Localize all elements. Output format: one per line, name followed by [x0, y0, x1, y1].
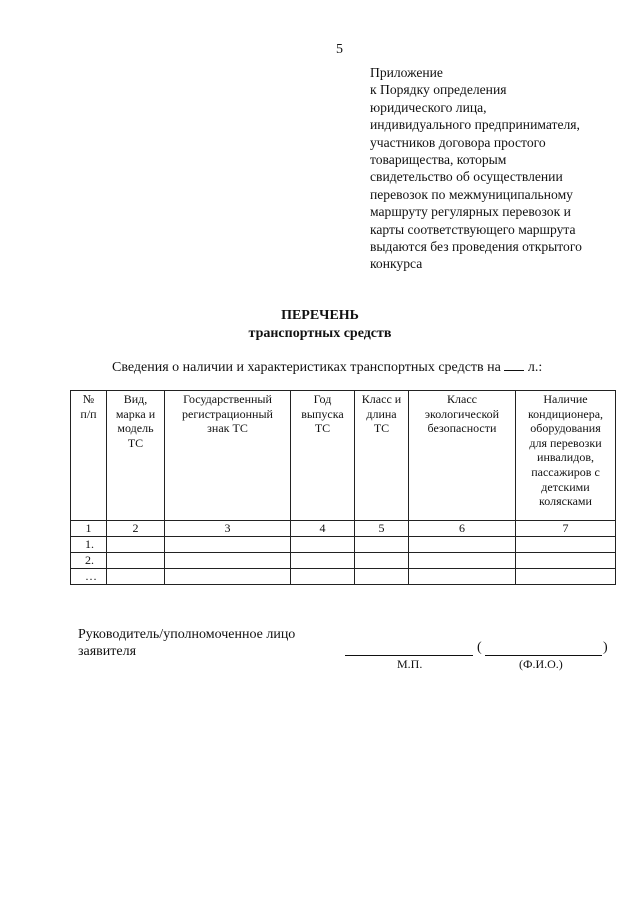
intro-sentence: [112, 358, 542, 376]
full-name-label: (Ф.И.О.): [519, 657, 563, 671]
title-line-1: ПЕРЕЧЕНЬ: [281, 308, 359, 323]
appendix-line: к Порядку определения: [370, 82, 507, 98]
column-number: 2: [107, 521, 165, 537]
date-blank: [504, 358, 524, 371]
column-number: 3: [165, 521, 291, 537]
table-cell: [291, 568, 355, 584]
appendix-line: перевозок по межмуниципальному: [370, 186, 573, 202]
row-number: 1.: [71, 536, 107, 552]
table-cell: [165, 536, 291, 552]
document-title: [0, 307, 640, 343]
table-cell: [107, 568, 165, 584]
title-line-2: транспортных средств: [248, 326, 392, 341]
row-number: 2.: [71, 552, 107, 568]
appendix-note: [370, 64, 620, 273]
signer-line-1: Руководитель/уполномоченное лицо: [78, 627, 296, 642]
appendix-line: конкурса: [370, 256, 423, 272]
table-cell: [409, 568, 516, 584]
appendix-line: маршруту регулярных перевозок и: [370, 204, 571, 220]
table-row: [71, 536, 616, 552]
table-cell: [165, 568, 291, 584]
appendix-line: товарищества, которым: [370, 152, 507, 168]
header-cell: Наличие кондиционера, оборудования для перевозки инвалидов, пассажиров с детскими колясками: [516, 391, 616, 521]
table-cell: [355, 536, 409, 552]
table-cell: [516, 536, 616, 552]
appendix-line: свидетельство об осуществлении: [370, 169, 563, 185]
table-cell: [409, 552, 516, 568]
table-cell: [516, 552, 616, 568]
header-cell: Класс экологической безопасности: [409, 391, 516, 521]
appendix-line: выдаются без проведения открытого: [370, 239, 582, 255]
table-cell: [355, 552, 409, 568]
table-cell: [107, 552, 165, 568]
appendix-line: Приложение: [370, 65, 443, 80]
table-cell: [516, 568, 616, 584]
name-line: [485, 655, 602, 656]
table-cell: [355, 568, 409, 584]
header-cell: № п/п: [71, 391, 107, 521]
column-number: 5: [355, 521, 409, 537]
table-cell: [291, 552, 355, 568]
signature-line: [345, 655, 473, 656]
table-row: [71, 552, 616, 568]
column-number: 7: [516, 521, 616, 537]
table-cell: [409, 536, 516, 552]
signer-label: [78, 626, 295, 660]
header-cell: Государственный регистрационный знак ТС: [165, 391, 291, 521]
column-number-row: [71, 521, 616, 537]
table-cell: [291, 536, 355, 552]
column-number: 1: [71, 521, 107, 537]
name-paren-open: (: [477, 640, 482, 655]
page-number: 5: [336, 42, 343, 57]
header-cell: Год выпуска ТС: [291, 391, 355, 521]
name-paren-close: ): [603, 640, 608, 655]
vehicles-table: [70, 390, 616, 585]
column-number: 6: [409, 521, 516, 537]
stamp-label: М.П.: [397, 657, 423, 671]
appendix-line: юридического лица,: [370, 99, 487, 115]
table-header-row: [71, 391, 616, 521]
appendix-line: карты соответствующего маршрута: [370, 221, 576, 237]
appendix-line: индивидуального предпринимателя,: [370, 117, 580, 133]
row-number: …: [71, 568, 107, 584]
header-cell: Класс и длина ТС: [355, 391, 409, 521]
signer-line-2: заявителя: [78, 644, 137, 659]
table-row: [71, 568, 616, 584]
table-cell: [107, 536, 165, 552]
appendix-line: участников договора простого: [370, 134, 546, 150]
intro-text: Сведения о наличии и характеристиках транспортных средств на: [112, 360, 505, 375]
header-cell: Вид, марка и модель ТС: [107, 391, 165, 521]
table-cell: [165, 552, 291, 568]
column-number: 4: [291, 521, 355, 537]
intro-text-end: л.:: [524, 360, 543, 375]
